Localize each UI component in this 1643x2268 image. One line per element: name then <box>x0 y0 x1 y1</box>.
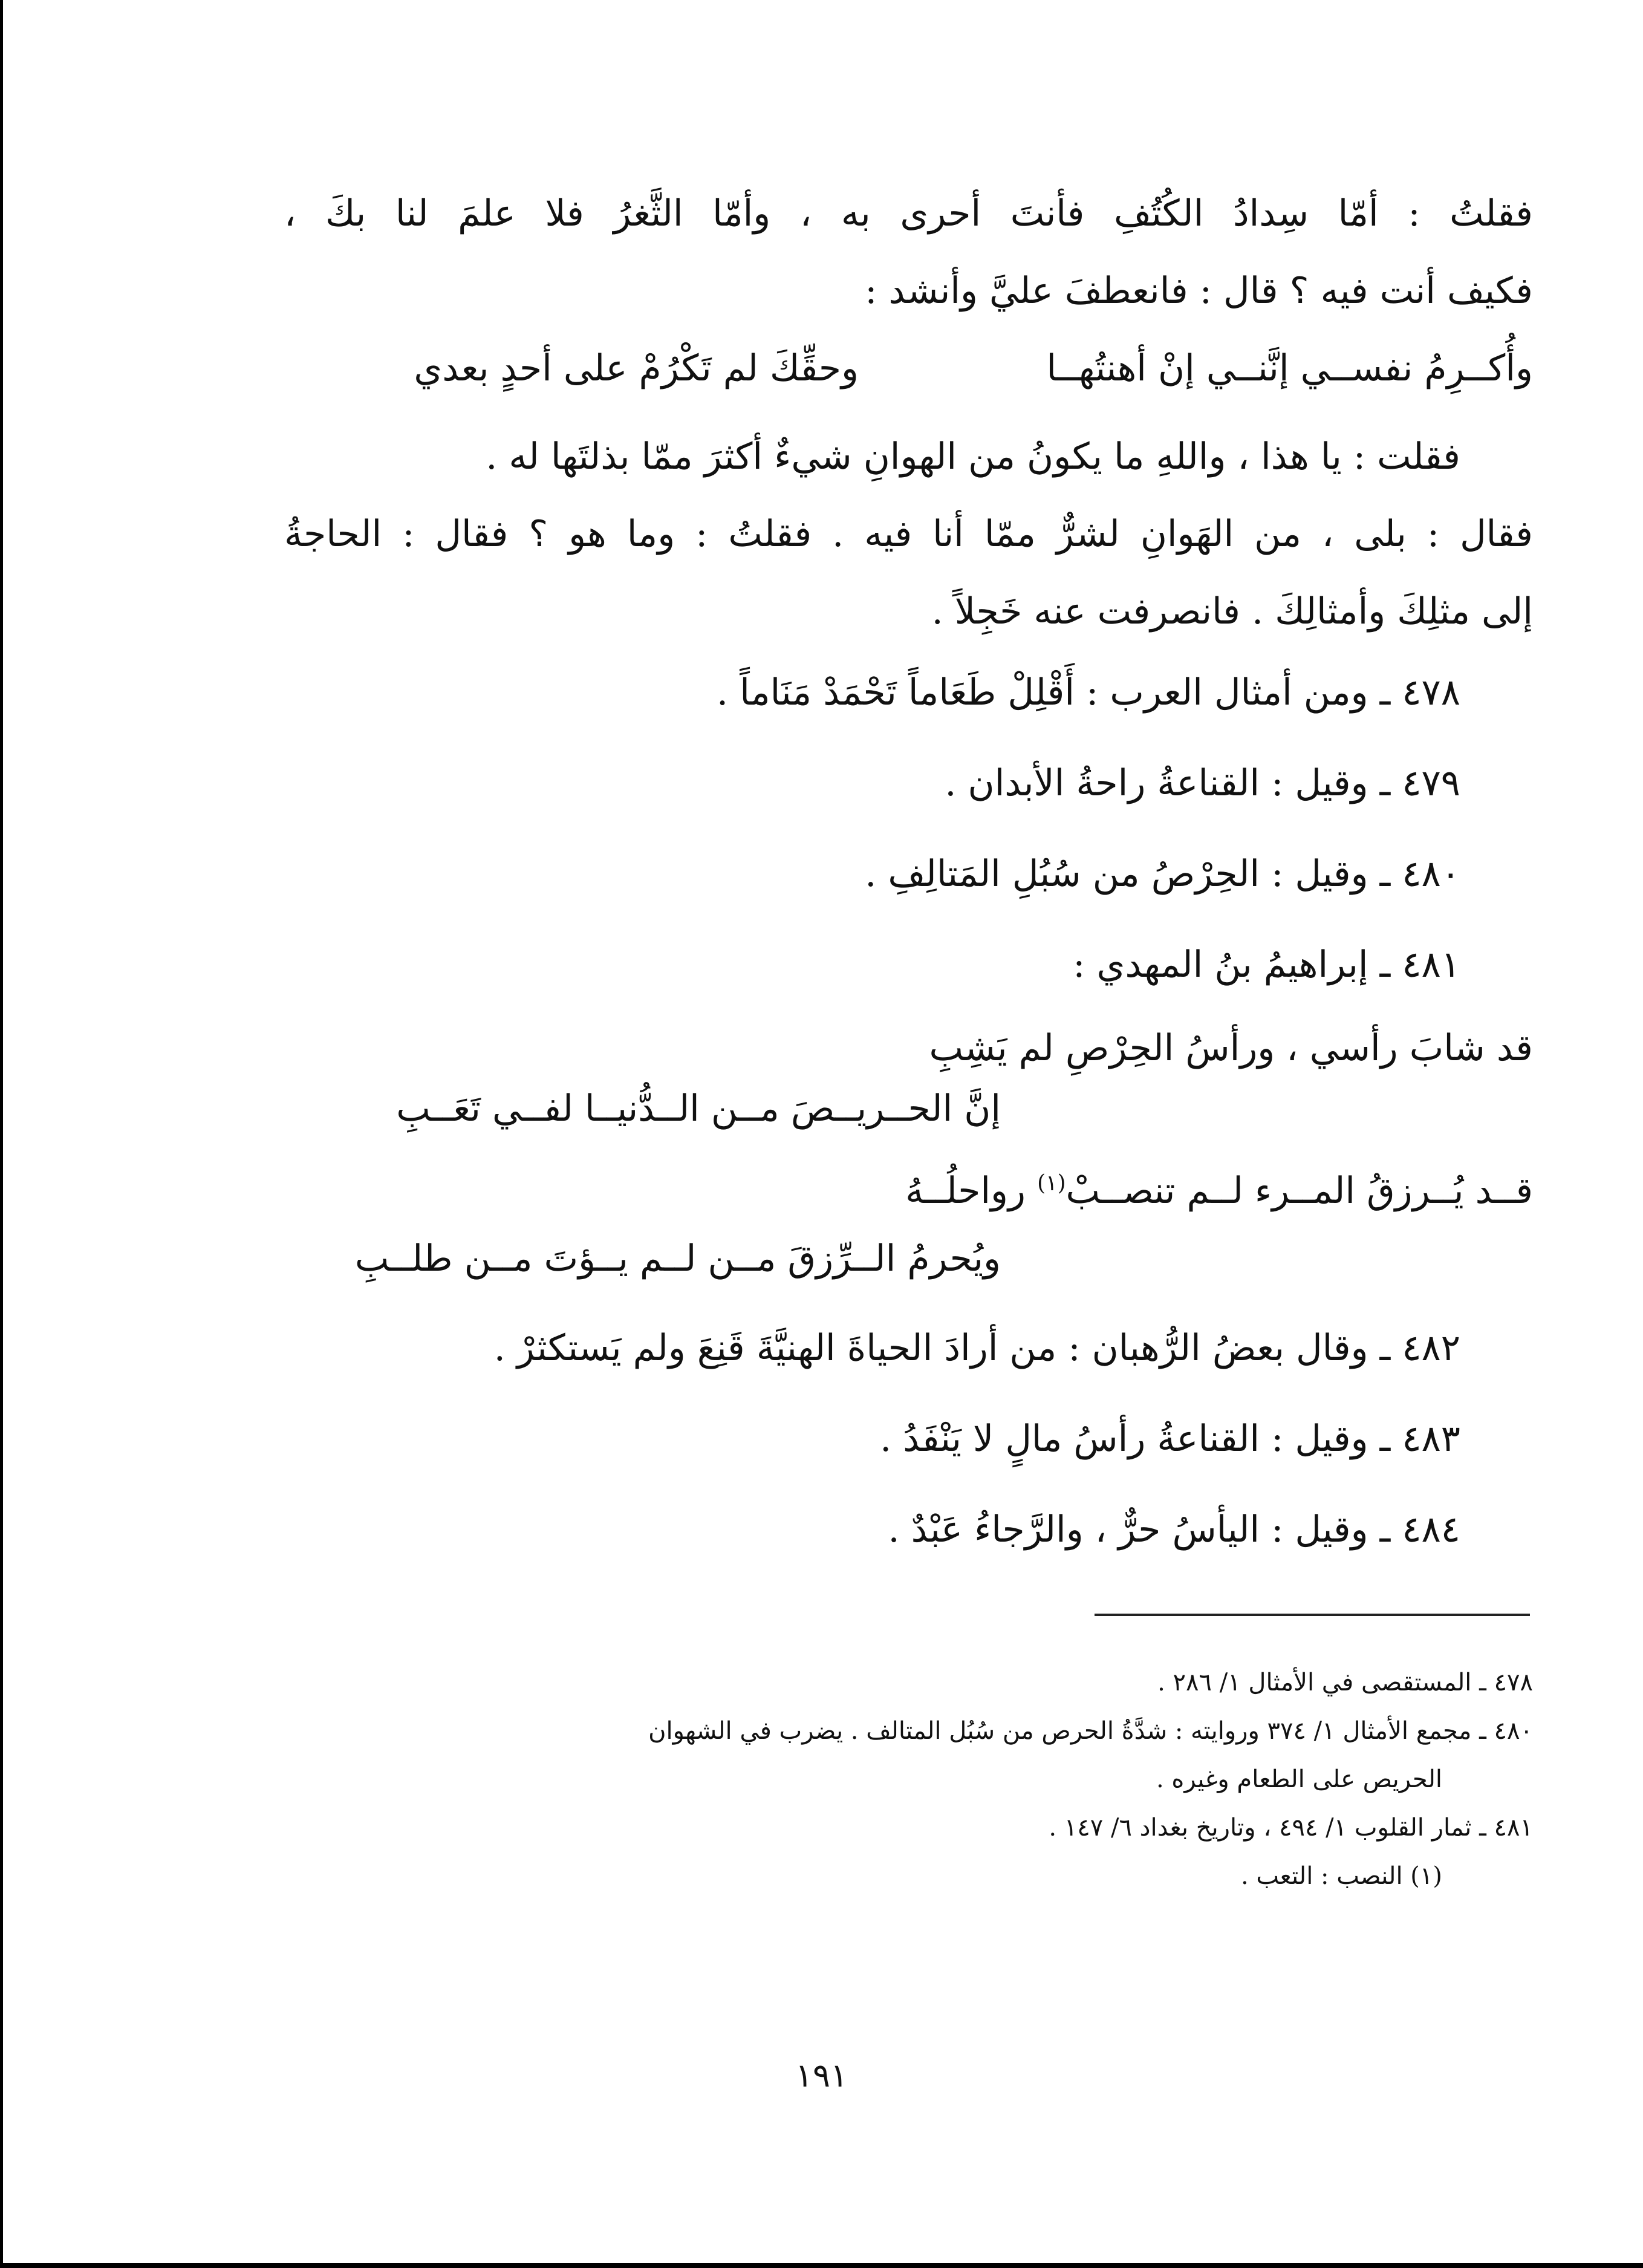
text-line-1: فقلتُ : أمّا سِدادُ الكُتُفِ فأنتَ أحرى به ، وأمّا الثَّغرُ فلا علمَ لنا بكَ ، <box>284 192 1533 235</box>
entry-480: ٤٨٠ ـ وقيل : الحِرْصُ من سُبُلِ المَتالِفِ . <box>865 853 1460 895</box>
footnote-marker-1: (١) <box>1037 1171 1066 1196</box>
text-line-2: فكيف أنت فيه ؟ قال : فانعطفَ عليَّ وأنشد : <box>865 270 1533 312</box>
footnote-1: (١) النصب : التعب . <box>1240 1862 1442 1890</box>
verse-1-hemistich-2: وحقِّكَ لم تَكْرُمْ على أحدٍ بعدي <box>414 347 859 389</box>
entry-481: ٤٨١ ـ إبراهيمُ بنُ المهدي : <box>1073 943 1460 986</box>
poem-line-2: إنَّ الحــريــصَ مــن الــدُّنيــا لفــي تَعَــبِ <box>396 1087 1001 1130</box>
poem-line-1: قد شابَ رأسي ، ورأسُ الحِرْصِ لم يَشِبِ <box>929 1027 1533 1069</box>
page-number: ١٩١ <box>795 2056 848 2094</box>
footnote-480-cont: الحريص على الطعام وغيره . <box>1156 1765 1442 1793</box>
footnote-481: ٤٨١ ـ ثمار القلوب ١/ ٤٩٤ ، وتاريخ بغداد ٦/ ١٤٧ . <box>1049 1814 1533 1842</box>
footnote-478: ٤٧٨ ـ المستقصى في الأمثال ١/ ٢٨٦ . <box>1157 1669 1533 1696</box>
footnote-480: ٤٨٠ ـ مجمع الأمثال ١/ ٣٧٤ وروايته : شدَّةُ الحرص من سُبُل المتالف . يضرب في الشهوان <box>648 1717 1533 1745</box>
scan-left-border <box>0 0 3 2268</box>
entry-479: ٤٧٩ ـ وقيل : القناعةُ راحةُ الأبدان . <box>945 762 1460 804</box>
entry-483: ٤٨٣ ـ وقيل : القناعةُ رأسُ مالٍ لا يَنْفَدُ . <box>880 1418 1460 1460</box>
scan-bottom-border <box>0 2263 1643 2268</box>
entry-478: ٤٧٨ ـ ومن أمثال العرب : أَقْلِلْ طَعَاماً تَحْمَدْ مَنَاماً . <box>717 671 1460 714</box>
text-line-5: إلى مثلِكَ وأمثالِكَ . فانصرفت عنه خَجِلاً . <box>931 590 1533 633</box>
poem-line-3 <box>780 1171 1533 1211</box>
footnote-separator <box>1095 1614 1530 1616</box>
poem-line-3-text: قــد يُــرزقُ المــرء لــم تنصــبْ <box>1066 1170 1533 1212</box>
entry-482: ٤٨٢ ـ وقال بعضُ الرُّهبان : من أرادَ الحياةَ الهنيَّةَ قَنِعَ ولم يَستكثرْ . <box>493 1327 1460 1369</box>
poem-line-3-end: رواحلُــهُ <box>905 1170 1038 1212</box>
text-line-4: فقال : بلى ، من الهَوانِ لشرٌّ ممّا أنا فيه . فقلتُ : وما هو ؟ فقال : الحاجةُ <box>284 513 1533 555</box>
text-line-3: فقلت : يا هذا ، واللهِ ما يكونُ من الهوانِ شيءٌ أكثرَ ممّا بذلتَها له . <box>486 435 1460 478</box>
poem-line-4: ويُحرمُ الــرِّزقَ مــن لــم يــؤتَ مــن طلــبِ <box>354 1237 1001 1280</box>
entry-484: ٤٨٤ ـ وقيل : اليأسُ حرٌّ ، والرَّجاءُ عَبْدٌ . <box>888 1508 1460 1551</box>
verse-1-hemistich-1: وأُكــرِمُ نفســي إنَّنــي إنْ أهنتُهــا <box>1046 347 1533 389</box>
